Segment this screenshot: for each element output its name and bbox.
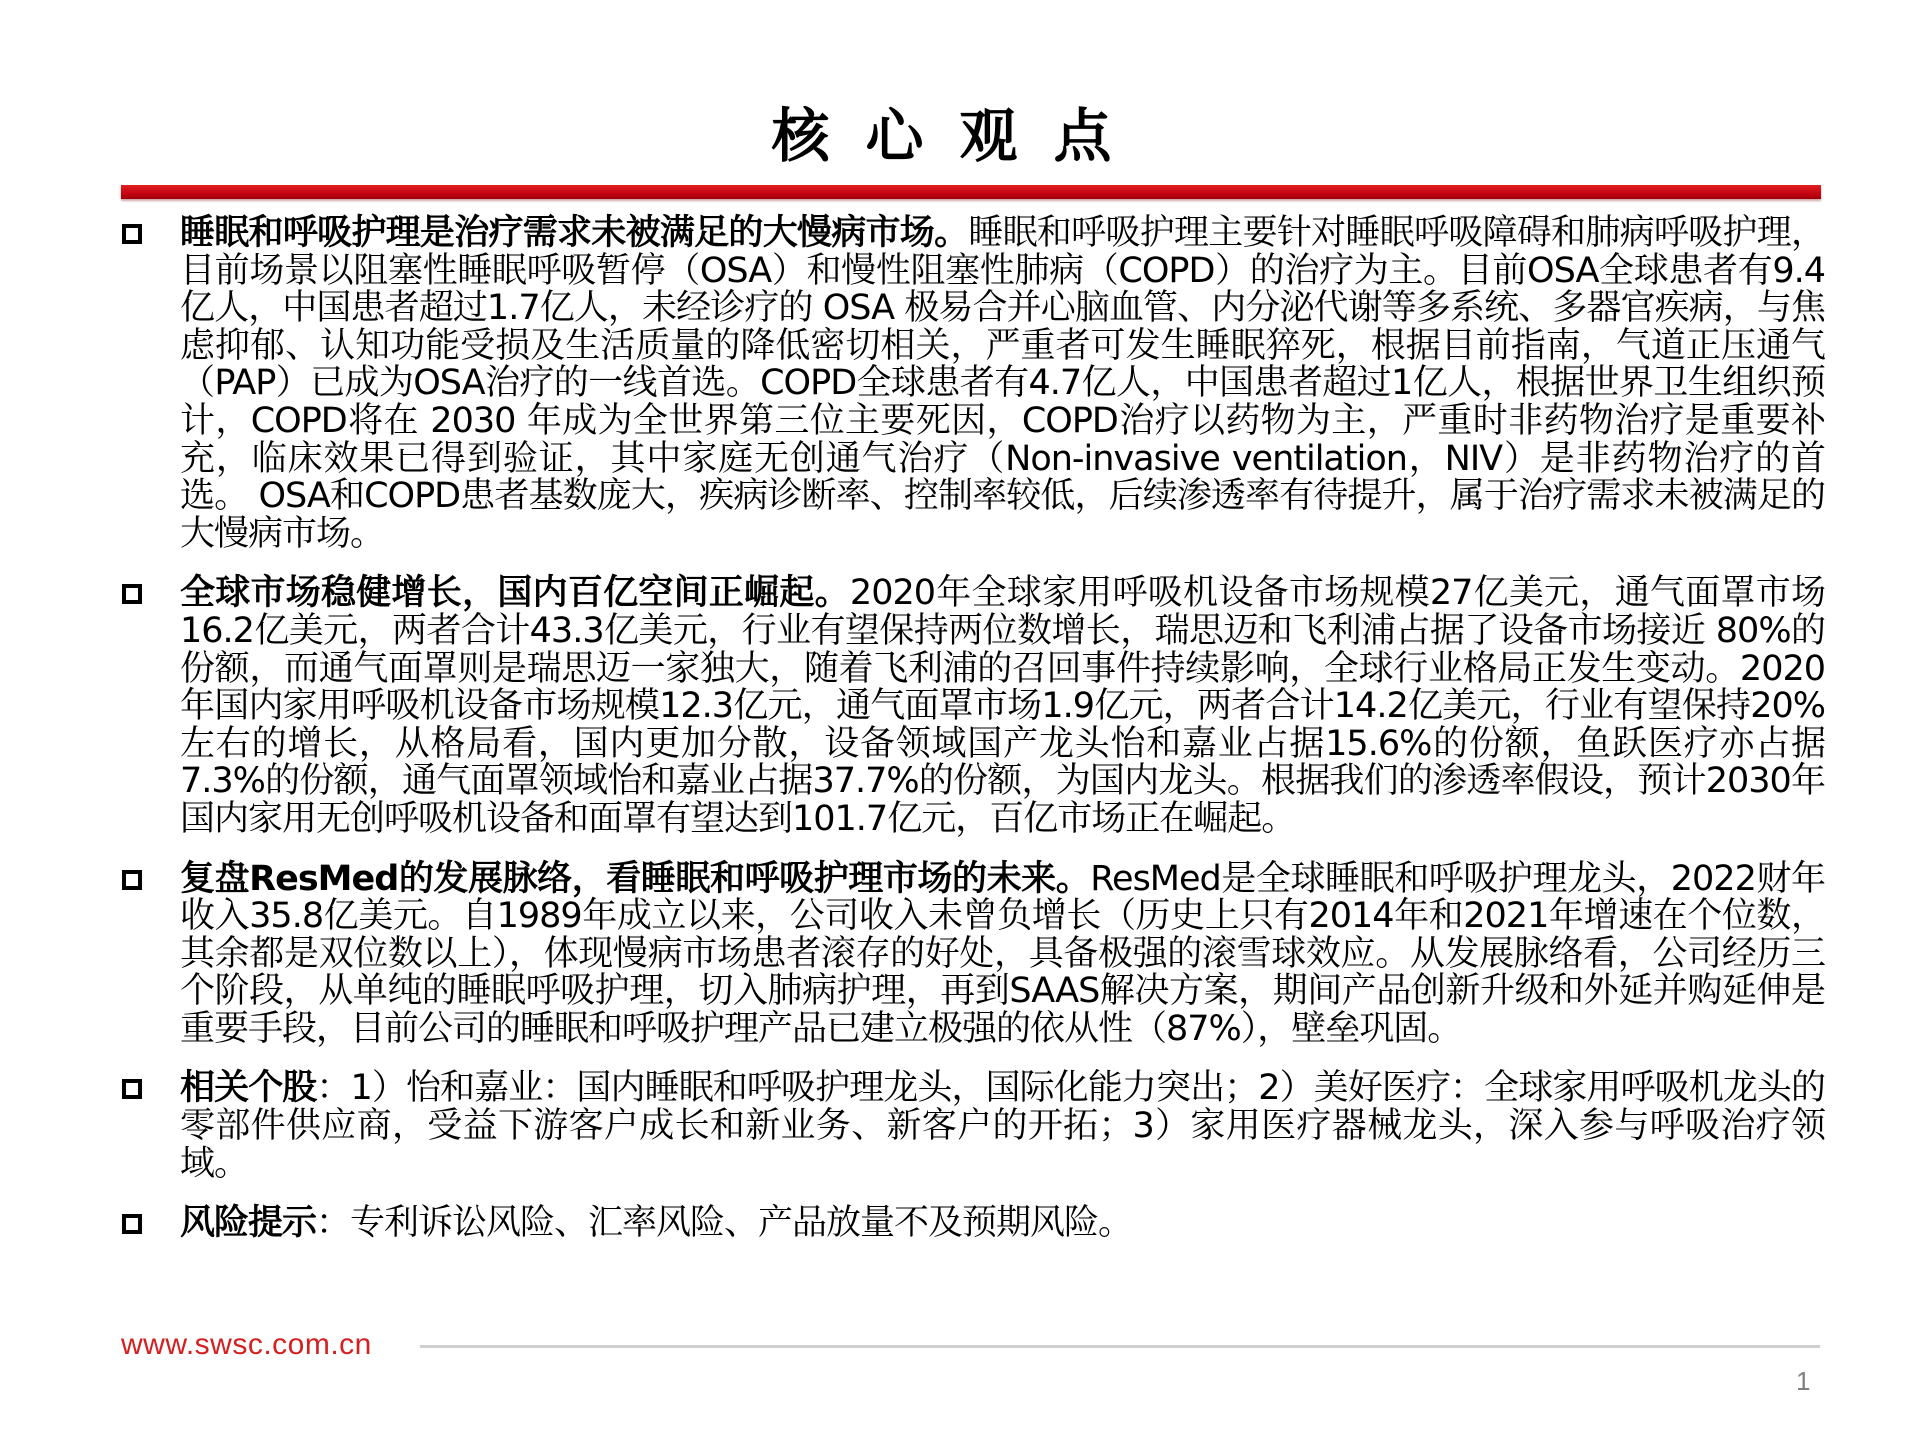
key-point-heading: 复盘ResMed的发展脉络，看睡眠和呼吸护理市场的未来。 [180,858,1091,899]
key-point-body: ：1）怡和嘉业：国内睡眠和呼吸护理龙头，国际化能力突出；2）美好医疗：全球家用呼吸机龙头的零部件供应商，受益下游客户成长和新业务、新客户的开拓；3）家用医疗器械龙头，深入参与呼吸治疗领域。 [180,1068,1825,1184]
page-number: 1 [1796,1366,1811,1396]
key-point-resmed [120,858,1825,1049]
key-point-market-growth [120,575,1825,838]
footer-divider [420,1345,1820,1348]
key-point-heading: 全球市场稳健增长，国内百亿空间正崛起。 [180,573,850,614]
key-point-body: 2020年全球家用呼吸机设备市场规模27亿美元，通气面罩市场16.2亿美元，两者合计43.3亿美元，行业有望保持两位数增长，瑞思迈和飞利浦占据了设备市场接近 80%的份额，而通气面罩则是瑞思迈一家独大，随着飞利浦的召回事件持续影响，全球行业格局正发生变动。2020年国内家用呼吸机设备市场规模12.3亿元，通气面罩市场1.9亿元，两者合计14.2亿美元，行业有望保持20%左右的增长，从格局看，国内更加分散，设备领域国产龙头怡和嘉业占据15.6%的份额，鱼跃医疗亦占据7.3%的份额，通气面罩领域怡和嘉业占据37.7%的份额，为国内龙头。根据我们的渗透率假设，预计2030年国内家用无创呼吸机设备和面罩有望达到101.7亿元，百亿市场正在崛起。 [180,573,1825,839]
key-point-risks [120,1205,1825,1243]
key-point-body: ResMed是全球睡眠和呼吸护理龙头，2022财年收入35.8亿美元。自1989年成立以来，公司收入未曾负增长（历史上只有2014年和2021年增速在个位数，其余都是双位数以上），体现慢病市场患者滚存的好处，具备极强的滚雪球效应。从发展脉络看，公司经历三个阶段，从单纯的睡眠呼吸护理，切入肺病护理，再到SAAS解决方案，期间产品创新升级和外延并购延伸是重要手段，目前公司的睡眠和呼吸护理产品已建立极强的依从性（87%），壁垒巩固。 [180,858,1825,1049]
key-point-body: 睡眠和呼吸护理主要针对睡眠呼吸障碍和肺病呼吸护理，目前场景以阻塞性睡眠呼吸暂停（OSA）和慢性阻塞性肺病（COPD）的治疗为主。目前OSA全球患者有9.4亿人，中国患者超过1.7亿人，未经诊疗的 OSA 极易合并心脑血管、内分泌代谢等多系统、多器官疾病，与焦虑抑郁、认知功能受损及生活质量的降低密切相关，严重者可发生睡眠猝死，根据目前指南，气道正压通气（PAP）已成为OSA治疗的一线首选。COPD全球患者有4.7亿人，中国患者超过1亿人，根据世界卫生组织预计，COPD将在 2030 年成为全世界第三位主要死因，COPD治疗以药物为主，严重时非药物治疗是重要补充，临床效果已得到验证，其中家庭无创通气治疗（Non-invasive ventilation，NIV）是非药物治疗的首选。 OSA和COPD患者基数庞大，疾病诊断率、控制率较低，后续渗透率有待提升，属于治疗需求未被满足的大慢病市场。 [180,213,1825,554]
key-point-heading: 风险提示 [180,1203,317,1244]
square-bullet-icon [122,870,142,890]
key-point-body: ：专利诉讼风险、汇率风险、产品放量不及预期风险。 [316,1203,1133,1244]
key-points-list [120,215,1825,1243]
key-point-related-stocks [120,1070,1825,1183]
page-title: 核心观点 [771,102,1148,170]
square-bullet-icon [122,1214,142,1234]
key-point-heading: 相关个股 [180,1068,317,1109]
square-bullet-icon [122,1079,142,1099]
key-point-heading: 睡眠和呼吸护理是治疗需求未被满足的大慢病市场。 [180,213,969,253]
square-bullet-icon [122,584,142,604]
key-point-market-need [120,215,1825,553]
square-bullet-icon [122,224,142,244]
footer-website-link[interactable]: www.swsc.com.cn [121,1328,372,1361]
title-divider-bar [121,185,1821,199]
